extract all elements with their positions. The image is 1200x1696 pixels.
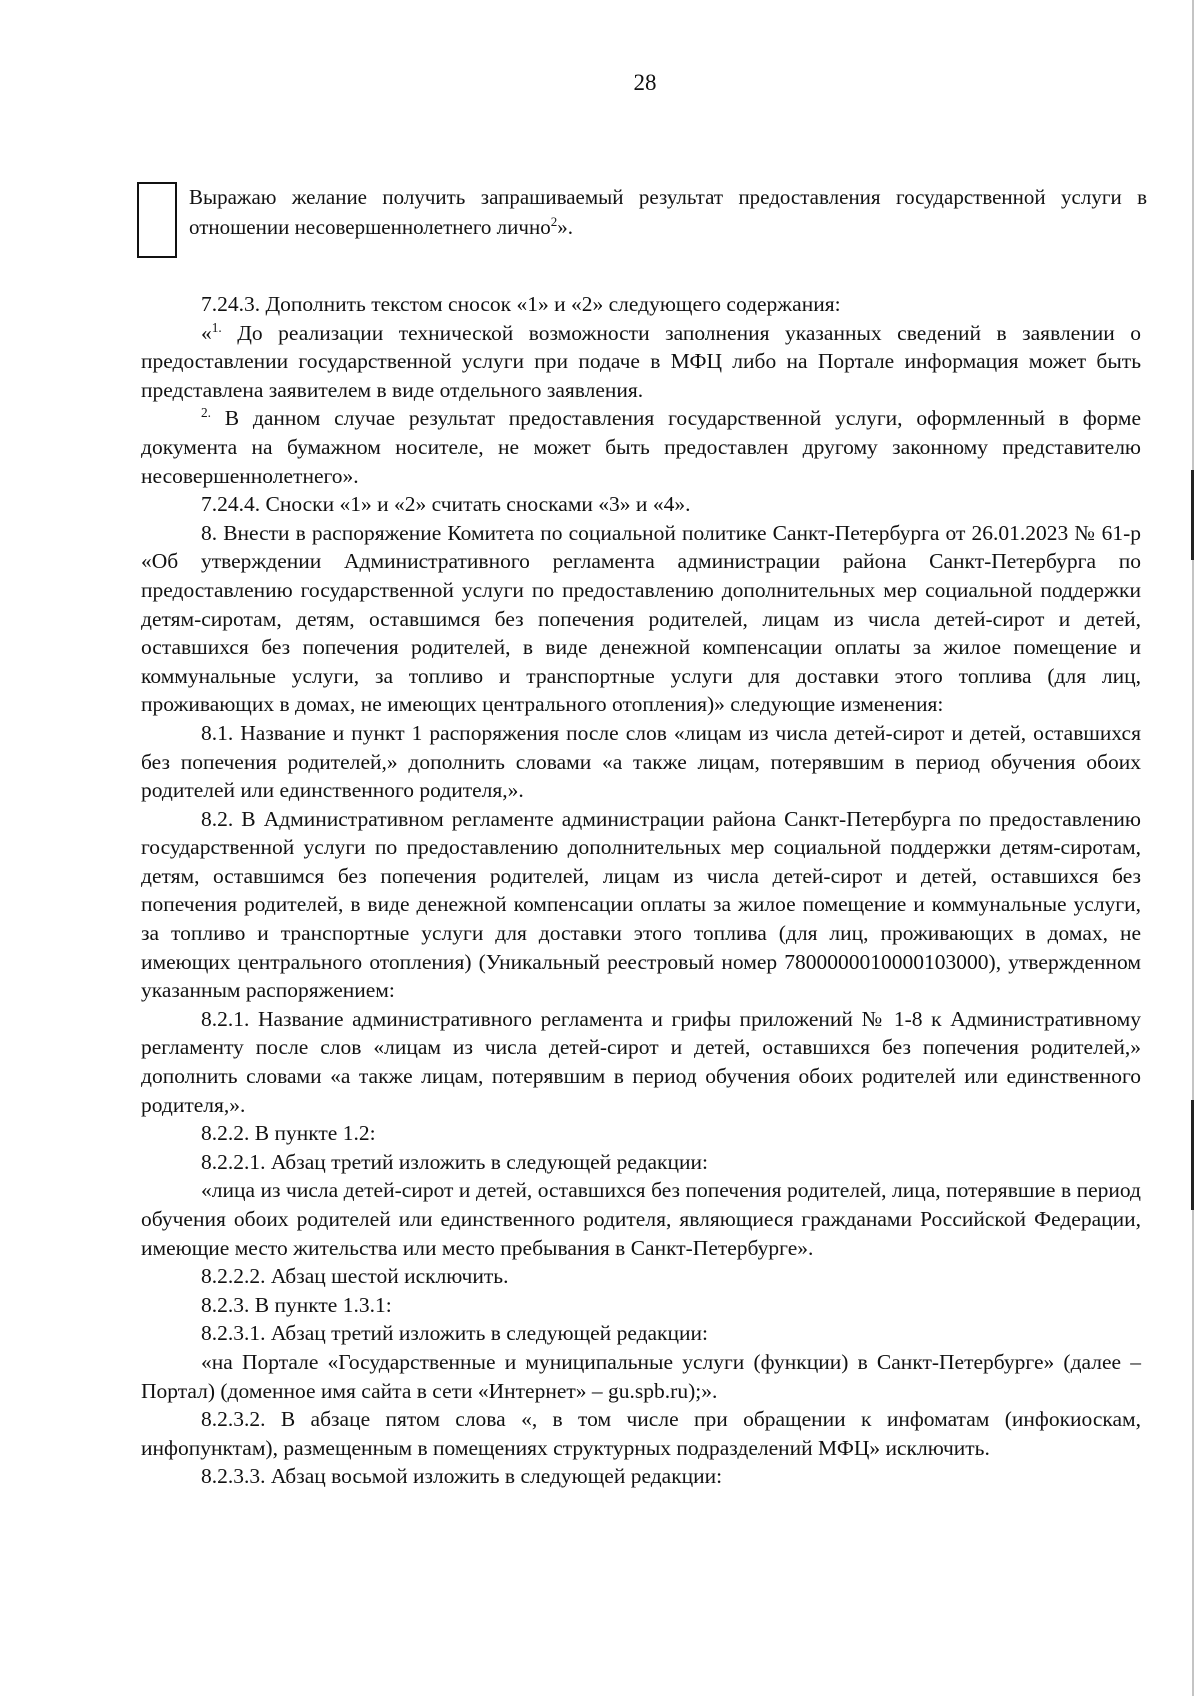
paragraph: 8. Внести в распоряжение Комитета по социальной политике Санкт-Петербурга от 26.01.2023 № 61-р «Об утверждении Административного регламента администрации района Санкт-Петербурга по предоставлению государственной услуги по предоставлению дополнительных мер социальной поддержки детям-сиротам, детям, оставшимся без попечения родителей, лицам из числа детей-сирот и детей, оставшихся без попечения родителей, в виде денежной компенсации оплаты за жилое помещение и коммунальные услуги, за топливо и транспортные услуги для доставки этого топлива (для лиц, проживающих в домах, не имеющих центрального отопления)» следующие изменения: [141, 520, 1141, 717]
paragraph: «$^{1.}$ До реализации технической возможности заполнения указанных сведений в заявлении о предоставлении государственной услуги при подаче в МФЦ либо на Портале информация может быть представлена заявителем в виде отдельного заявления. [141, 319, 1141, 402]
paragraph: 8.2.3.3. Абзац восьмой изложить в следующей редакции: [201, 1464, 723, 1489]
paragraph: 7.24.4. Сноски «1» и «2» считать сносками «3» и «4». [201, 492, 691, 517]
paragraph: 8.1. Название и пункт 1 распоряжения после слов «лицам из числа детей-сирот и детей, оставшихся без попечения родителей,» дополнить словами «а также лицам, потерявшим в период обучения обоих родителей или единственного родителя,». [141, 720, 1141, 803]
paragraph: 8.2. В Административном регламенте администрации района Санкт-Петербурга по предоставлению государственной услуги по предоставлению дополнительных мер социальной поддержки детям-сиротам, детям, оставшимся без попечения родителей, лицам из числа детей-сирот и детей, оставшихся без попечения родителей, в виде денежной компенсации оплаты за жилое помещение и коммунальные услуги, за топливо и транспортные услуги для доставки этого топлива (для лиц, проживающих в домах, не имеющих центрального отопления) (Уникальный реестровый номер 7800000010000103000), утвержденном указанным распоряжением: [141, 806, 1141, 1003]
checkbox-label-tail: ». [557, 215, 573, 239]
paragraph: 7.24.3. Дополнить текстом сносок «1» и «2» следующего содержания: [201, 292, 841, 316]
checkbox-option [137, 182, 1147, 242]
footnote-mark: 2. [201, 405, 211, 421]
paragraph: 8.2.1. Название административного регламента и грифы приложений № 1-8 к Административному регламенту после слов «лицам из числа детей-сирот и детей, оставшихся без попечения родителей,» дополнить словами «а также лицам, потерявшим в период обучения обоих родителей или единственного родителя,». [141, 1006, 1141, 1117]
paragraph: 8.2.3.1. Абзац третий изложить в следующей редакции: [201, 1321, 708, 1346]
scan-edge-mark [1191, 470, 1194, 560]
paragraph: $^{2.}$ В данном случае результат предоставления государственной услуги, оформленный в форме документа на бумажном носителе, не может быть предоставлен другому законному представителю несовершеннолетнего». [141, 405, 1141, 488]
paragraph: 8.2.2. В пункте 1.2: [201, 1121, 376, 1146]
footnote-mark: 1. [211, 319, 222, 335]
paragraph: 8.2.2.1. Абзац третий изложить в следующей редакции: [201, 1149, 708, 1174]
scan-edge-line [1192, 0, 1194, 1696]
paragraph: 8.2.3. В пункте 1.3.1: [201, 1292, 392, 1317]
footnote-mark: 2 [550, 214, 558, 229]
paragraph: «лица из числа детей-сирот и детей, оставшихся без попечения родителей, лица, потерявшие в период обучения обоих родителей или единственного родителя, являющиеся гражданами Российской Федерации, имеющие место жительства или место пребывания в Санкт-Петербурге». [141, 1178, 1141, 1260]
document-body [141, 290, 1141, 1491]
consent-checkbox[interactable] [137, 182, 177, 258]
checkbox-label [189, 182, 1147, 242]
paragraph: «на Портале «Государственные и муниципальные услуги (функции) в Санкт-Петербурге» (далее – Портал) (доменное имя сайта в сети «Интернет» – gu.spb.ru);». [141, 1349, 1141, 1403]
page-number: 28 [633, 70, 657, 95]
paragraph: 8.2.2.2. Абзац шестой исключить. [201, 1264, 509, 1289]
paragraph: 8.2.3.2. В абзаце пятом слова «, в том числе при обращении к инфоматам (инфокиоскам, инфопунктам), размещенным в помещениях структурных подразделений МФЦ» исключить. [141, 1407, 1141, 1460]
scan-edge-mark [1191, 1100, 1194, 1210]
checkbox-label-text: Выражаю желание получить запрашиваемый результат предоставления государственной услуги в отношении несовершеннолетнего лично [189, 185, 1147, 239]
